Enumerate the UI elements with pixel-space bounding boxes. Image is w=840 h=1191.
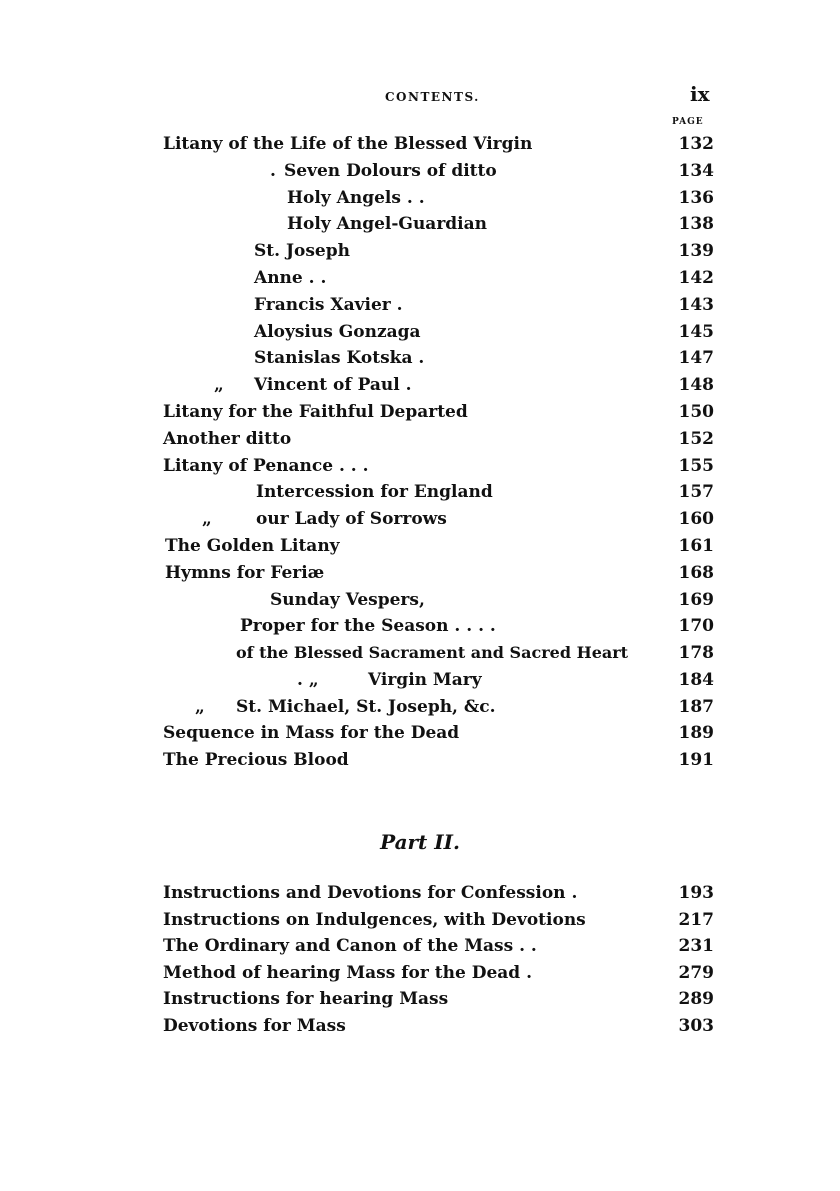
toc-entry-page: 184 [678, 670, 714, 690]
toc-entry [0, 1013, 840, 1039]
toc-entry-text: of the Blessed Sacrament and Sacred Heart [236, 643, 629, 662]
toc-entry-page: 160 [678, 509, 714, 529]
toc-entry-text: Seven Dolours of ditto [284, 161, 497, 181]
page-header-title: CONTENTS. [385, 90, 480, 104]
toc-entry [0, 587, 840, 613]
toc-entry [0, 613, 840, 639]
toc-entry-page: 143 [678, 295, 714, 315]
toc-entry-page: 147 [678, 348, 714, 368]
toc-entry [0, 319, 840, 345]
toc-entry-text: Sunday Vespers, [270, 590, 425, 610]
toc-entry-text: Virgin Mary [368, 670, 482, 690]
toc-entry-page: 289 [678, 989, 714, 1009]
toc-entry [0, 560, 840, 586]
toc-entry-page: 170 [678, 616, 714, 636]
toc-entry [0, 372, 840, 398]
toc-entry-page: 193 [678, 883, 714, 903]
ditto-mark: . [270, 161, 276, 181]
toc-entry-page: 152 [678, 429, 714, 449]
toc-entry [0, 238, 840, 264]
toc-entry [0, 345, 840, 371]
toc-entry [0, 158, 840, 184]
toc-entry-page: 169 [678, 590, 714, 610]
toc-entry [0, 211, 840, 237]
toc-entry-page: 279 [678, 963, 714, 983]
toc-entry [0, 907, 840, 933]
toc-entry [0, 506, 840, 532]
toc-entry-text: Method of hearing Mass for the Dead . [163, 963, 532, 983]
toc-entry-page: 178 [678, 643, 714, 663]
toc-entry-text: Instructions for hearing Mass [163, 989, 449, 1009]
toc-entry-text: Litany of Penance . . . [163, 456, 369, 476]
ditto-mark: . „ [297, 670, 319, 690]
page-column-label: PAGE [672, 117, 704, 127]
toc-entry-text: Aloysius Gonzaga [254, 322, 421, 342]
ditto-mark: „ [202, 509, 212, 529]
toc-entry-page: 157 [678, 482, 714, 502]
toc-entry-text: St. Joseph [254, 241, 350, 261]
toc-entry-page: 148 [678, 375, 714, 395]
toc-entry [0, 986, 840, 1012]
toc-entry [0, 185, 840, 211]
toc-entry-text: The Golden Litany [165, 536, 340, 556]
toc-entry-text: Francis Xavier . [254, 295, 403, 315]
toc-entry-page: 155 [678, 456, 714, 476]
toc-entry [0, 720, 840, 746]
toc-entry-text: The Ordinary and Canon of the Mass . . [163, 936, 537, 956]
toc-entry-page: 150 [678, 402, 714, 422]
toc-entry-text: Litany for the Faithful Departed [163, 402, 468, 422]
toc-entry [0, 399, 840, 425]
part-heading: Part II. [380, 830, 460, 854]
toc-entry-page: 168 [678, 563, 714, 583]
toc-entry-text: Instructions on Indulgences, with Devotions [163, 910, 586, 930]
toc-entry-page: 161 [678, 536, 714, 556]
toc-entry [0, 131, 840, 157]
toc-entry [0, 933, 840, 959]
toc-entry-text: Holy Angel-Guardian [287, 214, 487, 234]
toc-entry-text: St. Michael, St. Joseph, &c. [236, 697, 496, 717]
toc-entry-text: Intercession for England [256, 482, 493, 502]
toc-entry-page: 138 [678, 214, 714, 234]
toc-entry-text: Devotions for Mass [163, 1016, 346, 1036]
toc-entry-text: Holy Angels . . [287, 188, 425, 208]
toc-entry-page: 303 [678, 1016, 714, 1036]
toc-entry [0, 533, 840, 559]
toc-entry [0, 479, 840, 505]
toc-entry-page: 132 [678, 134, 714, 154]
ditto-mark: „ [195, 697, 205, 717]
toc-entry-page: 189 [678, 723, 714, 743]
toc-entry-page: 191 [678, 750, 714, 770]
toc-entry [0, 640, 840, 666]
toc-entry-text: Proper for the Season . . . . [240, 616, 496, 636]
ditto-mark: „ [214, 375, 224, 395]
toc-entry-page: 136 [678, 188, 714, 208]
toc-entry [0, 694, 840, 720]
toc-entry-text: The Precious Blood [163, 750, 349, 770]
toc-entry-page: 217 [678, 910, 714, 930]
toc-entry-page: 142 [678, 268, 714, 288]
toc-entry-text: Another ditto [163, 429, 292, 449]
toc-entry [0, 747, 840, 773]
toc-entry [0, 960, 840, 986]
toc-entry [0, 667, 840, 693]
toc-entry-page: 134 [678, 161, 714, 181]
toc-entry-text: Hymns for Feriæ [165, 563, 325, 583]
toc-entry-text: Instructions and Devotions for Confession . [163, 883, 578, 903]
toc-entry-page: 145 [678, 322, 714, 342]
toc-entry-page: 231 [678, 936, 714, 956]
page-number: ix [690, 82, 710, 106]
toc-entry-page: 139 [678, 241, 714, 261]
toc-entry-text: Sequence in Mass for the Dead [163, 723, 460, 743]
toc-entry [0, 453, 840, 479]
toc-entry [0, 292, 840, 318]
toc-entry-page: 187 [678, 697, 714, 717]
toc-entry-text: our Lady of Sorrows [256, 509, 447, 529]
toc-entry [0, 265, 840, 291]
toc-entry-text: Litany of the Life of the Blessed Virgin [163, 134, 533, 154]
toc-entry [0, 426, 840, 452]
toc-entry [0, 880, 840, 906]
toc-entry-text: Anne . . [254, 268, 327, 288]
toc-entry-text: Stanislas Kotska . [254, 348, 425, 368]
toc-entry-text: Vincent of Paul . [254, 375, 412, 395]
